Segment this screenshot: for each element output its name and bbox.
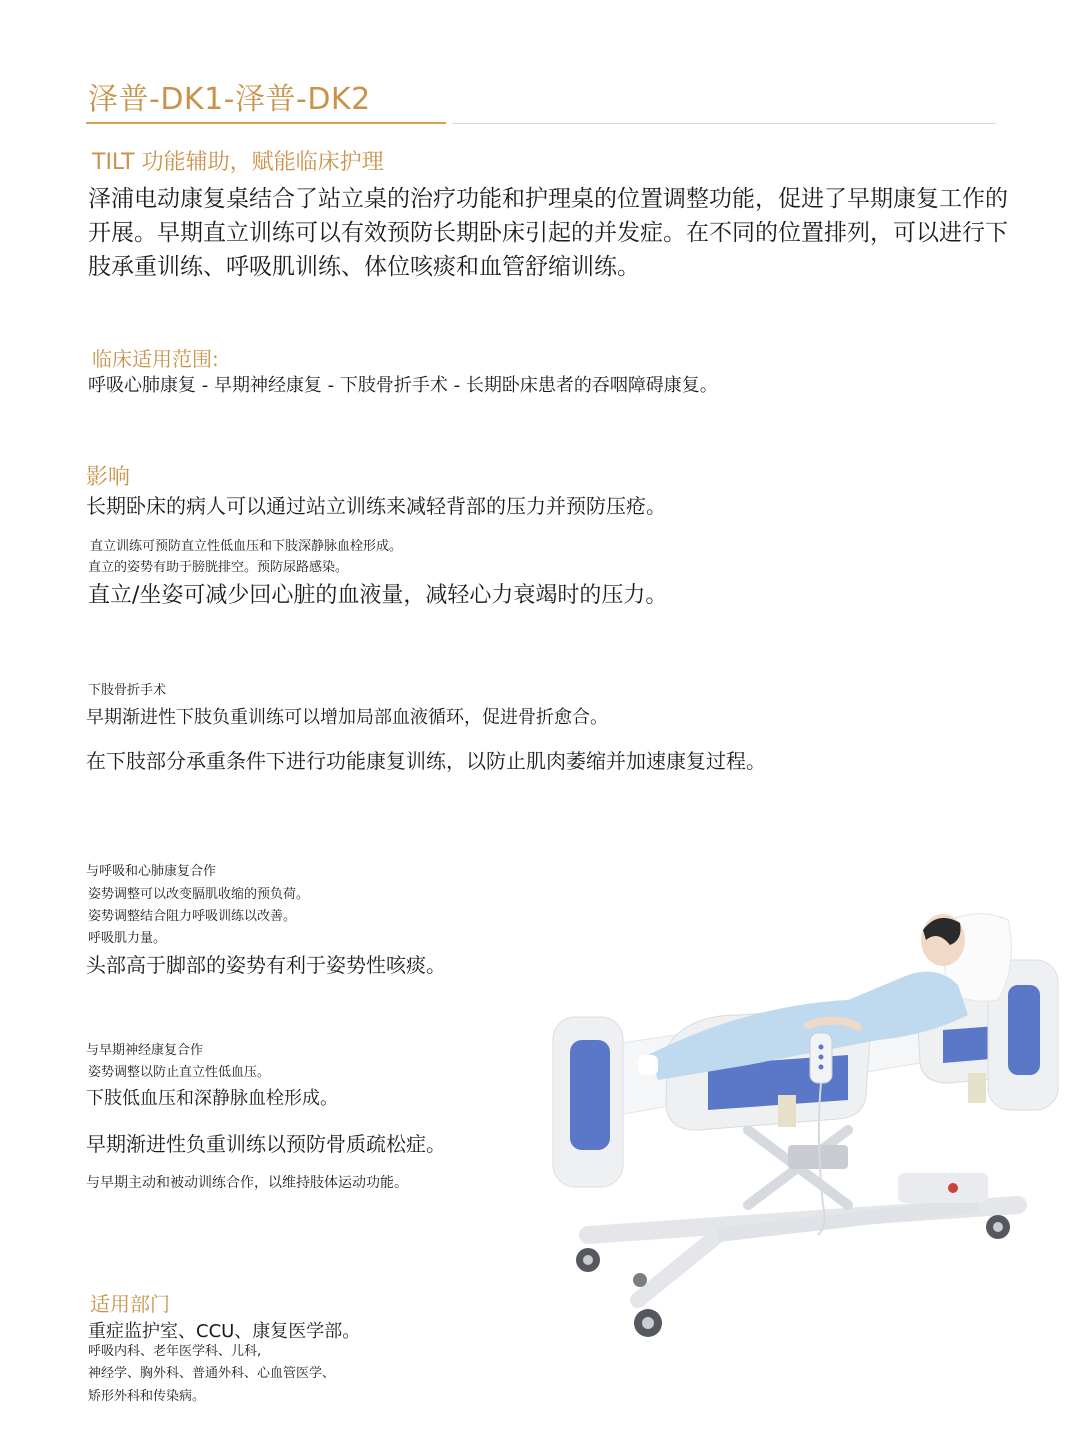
clinical-scope-heading: 临床适用范围: <box>92 347 219 371</box>
departments-line-3: 神经学、胸外科、普通外科、心血管医学、 <box>88 1366 336 1381</box>
neuro-line-4: 与早期主动和被动训练合作，以维持肢体运动功能。 <box>86 1175 408 1191</box>
intro-paragraph: 泽浦电动康复桌结合了站立桌的治疗功能和护理桌的位置调整功能，促进了早期康复工作的开展。早期直立训练可以有效预防长期卧床引起的并发症。在不同的位置排列，可以进行下肢承重训练、呼吸肌训练、体位咳痰和血管舒缩训练。 <box>88 186 1008 280</box>
neuro-line-1: 姿势调整以防止直立性低血压。 <box>88 1065 271 1080</box>
respiratory-line-2: 姿势调整结合阻力呼吸训练以改善。 <box>88 909 297 924</box>
impact-small-2: 直立的姿势有助于膀胱排空。预防尿路感染。 <box>88 560 349 575</box>
intro-heading: TILT 功能辅助，赋能临床护理 <box>92 150 384 175</box>
title-underline-gold <box>86 122 446 124</box>
departments-line-4: 矫形外科和传染病。 <box>88 1389 206 1404</box>
impact-small-1: 直立训练可预防直立性低血压和下肢深静脉血栓形成。 <box>90 539 403 554</box>
bed-footboard <box>553 1017 623 1187</box>
neuro-heading: 与早期神经康复合作 <box>86 1043 204 1058</box>
respiratory-line-4: 头部高于脚部的姿势有利于姿势性咳痰。 <box>86 953 446 977</box>
impact-line-2: 直立/坐姿可减少回心脏的血液量，减轻心力衰竭时的压力。 <box>88 583 668 608</box>
rehab-bed-image <box>548 905 1068 1345</box>
fracture-line-2: 在下肢部分承重条件下进行功能康复训练，以防止肌肉萎缩并加速康复过程。 <box>86 749 766 773</box>
fracture-heading: 下肢骨折手术 <box>88 683 167 698</box>
impact-heading: 影响 <box>86 465 131 490</box>
fracture-line-1: 早期渐进性下肢负重训练可以增加局部血液循环，促进骨折愈合。 <box>86 707 608 728</box>
page-title: 泽普-DK1-泽普-DK2 <box>88 82 371 117</box>
neuro-line-2: 下肢低血压和深静脉血栓形成。 <box>86 1088 338 1109</box>
bed-base <box>588 1130 1018 1300</box>
clinical-scope-text: 呼吸心肺康复 - 早期神经康复 - 下肢骨折手术 - 长期卧床患者的吞咽障碍康复。 <box>88 375 718 396</box>
departments-heading: 适用部门 <box>90 1292 170 1316</box>
neuro-line-3: 早期渐进性负重训练以预防骨质疏松症。 <box>86 1132 446 1156</box>
impact-line-1: 长期卧床的病人可以通过站立训练来减轻背部的压力并预防压疮。 <box>86 494 666 518</box>
respiratory-line-3: 呼吸肌力量。 <box>88 931 167 946</box>
departments-line-2: 呼吸内科、老年医学科、儿科, <box>88 1344 262 1359</box>
respiratory-line-1: 姿势调整可以改变膈肌收缩的预负荷。 <box>88 887 310 902</box>
respiratory-heading: 与呼吸和心肺康复合作 <box>86 864 217 879</box>
title-underline-grey <box>452 123 996 124</box>
remote-control-icon <box>810 1033 832 1235</box>
departments-line-1: 重症监护室、CCU、康复医学部。 <box>88 1321 361 1342</box>
